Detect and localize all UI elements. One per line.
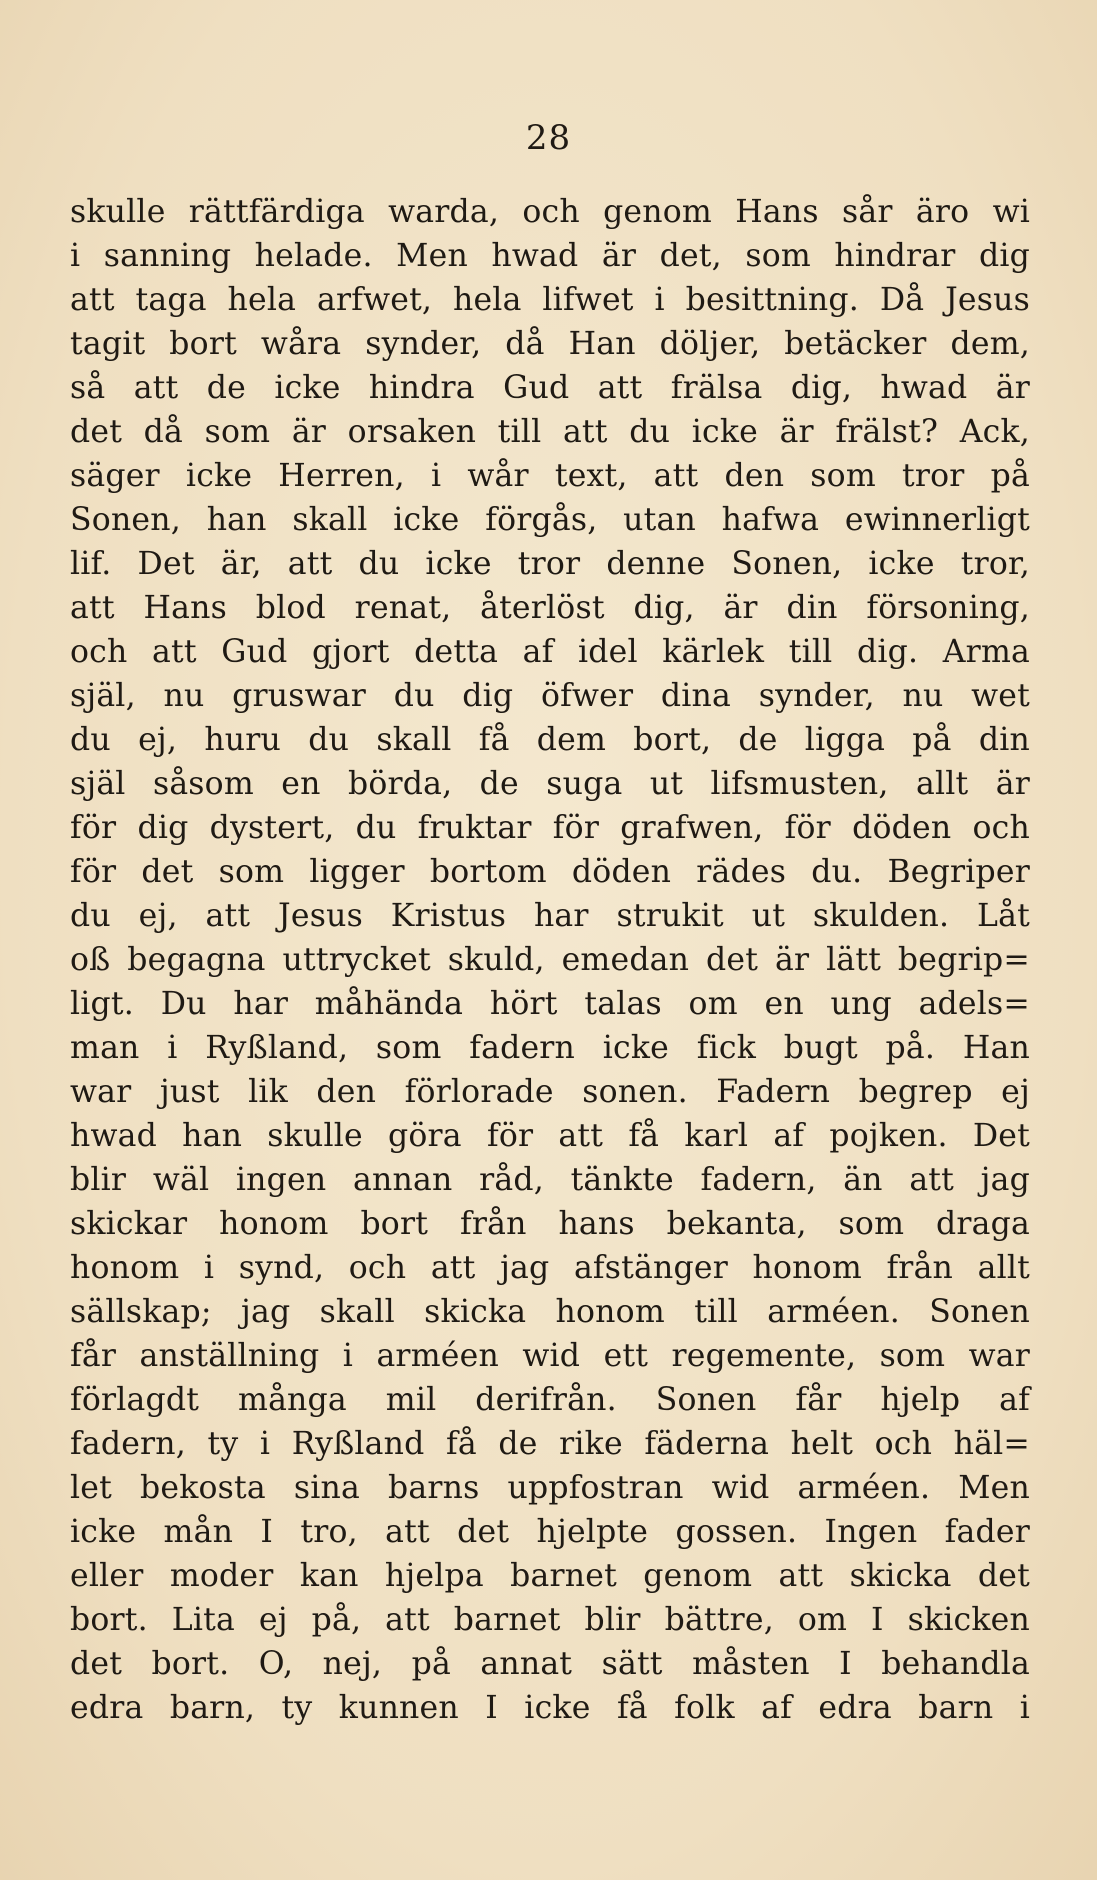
text-line: oß begagna uttrycket skuld, emedan det är lätt begrip=: [70, 942, 1030, 978]
text-line: let bekosta sina barns uppfostran wid arméen. Men: [70, 1470, 1030, 1506]
text-line: honom i synd, och att jag afstänger honom från allt: [70, 1250, 1030, 1286]
text-line: skulle rättfärdiga warda, och genom Hans sår äro wi: [70, 194, 1030, 230]
text-line: tagit bort wåra synder, då Han döljer, betäcker dem,: [70, 326, 1030, 362]
text-line: i sanning helade. Men hwad är det, som hindrar dig: [70, 238, 1030, 274]
text-line: det bort. O, nej, på annat sätt måsten I behandla: [70, 1646, 1030, 1682]
text-line: för det som ligger bortom döden rädes du. Begriper: [70, 854, 1030, 890]
text-line: att Hans blod renat, återlöst dig, är din försoning,: [70, 590, 1030, 626]
text-line: du ej, huru du skall få dem bort, de ligga på din: [70, 722, 1030, 758]
text-line: ligt. Du har måhända hört talas om en ung adels=: [70, 986, 1030, 1022]
text-line: man i Ryßland, som fadern icke fick bugt på. Han: [70, 1030, 1030, 1066]
text-line: icke mån I tro, att det hjelpte gossen. Ingen fader: [70, 1514, 1030, 1550]
page-number: 28: [525, 118, 572, 158]
text-line: eller moder kan hjelpa barnet genom att skicka det: [70, 1558, 1030, 1594]
text-line: hwad han skulle göra för att få karl af pojken. Det: [70, 1118, 1030, 1154]
text-line: fadern, ty i Ryßland få de rike fäderna helt och häl=: [70, 1426, 1030, 1462]
text-line: edra barn, ty kunnen I icke få folk af edra barn i: [70, 1690, 1030, 1726]
text-line: säger icke Herren, i wår text, att den som tror på: [70, 458, 1030, 494]
text-line: lif. Det är, att du icke tror denne Sonen, icke tror,: [70, 546, 1030, 582]
text-line: skickar honom bort från hans bekanta, som draga: [70, 1206, 1030, 1242]
text-line: får anställning i arméen wid ett regemente, som war: [70, 1338, 1030, 1374]
text-line: för dig dystert, du fruktar för grafwen, för döden och: [70, 810, 1030, 846]
text-line: blir wäl ingen annan råd, tänkte fadern, än att jag: [70, 1162, 1030, 1198]
text-line: själ såsom en börda, de suga ut lifsmusten, allt är: [70, 766, 1030, 802]
text-line: bort. Lita ej på, att barnet blir bättre, om I skicken: [70, 1602, 1030, 1638]
text-line: och att Gud gjort detta af idel kärlek till dig. Arma: [70, 634, 1030, 670]
text-line: det då som är orsaken till att du icke är frälst? Ack,: [70, 414, 1030, 450]
text-line: själ, nu gruswar du dig öfwer dina synder, nu wet: [70, 678, 1030, 714]
text-line: Sonen, han skall icke förgås, utan hafwa ewinnerligt: [70, 502, 1030, 538]
text-line: war just lik den förlorade sonen. Fadern begrep ej: [70, 1074, 1030, 1110]
text-line: så att de icke hindra Gud att frälsa dig, hwad är: [70, 370, 1030, 406]
text-line: förlagdt många mil derifrån. Sonen får hjelp af: [70, 1382, 1030, 1418]
text-line: du ej, att Jesus Kristus har strukit ut skulden. Låt: [70, 898, 1030, 934]
text-line: sällskap; jag skall skicka honom till arméen. Sonen: [70, 1294, 1030, 1330]
body-text: [70, 190, 1030, 1730]
text-line: att taga hela arfwet, hela lifwet i besittning. Då Jesus: [70, 282, 1030, 318]
